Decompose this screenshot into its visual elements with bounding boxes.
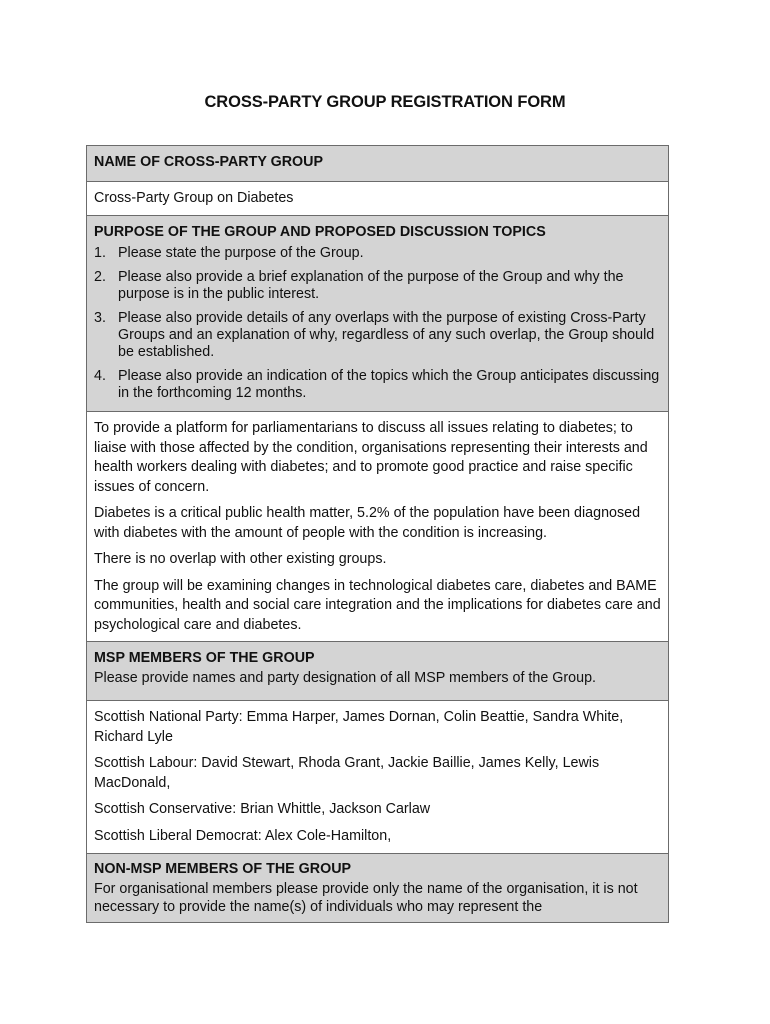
name-section-header (87, 146, 668, 181)
non-msp-instruction: For organisational members please provide only the name of the organisation, it is not necessary to provide the name(s) of individuals who may represent the (94, 880, 638, 915)
msp-party-members: Scottish Conservative: Brian Whittle, Jackson Carlaw (94, 801, 431, 817)
list-item-text: Please also provide details of any overlaps with the purpose of existing Cross-Party Groups and an explanation of why, regardless of any such overlap, the Group should be established. (118, 309, 655, 360)
response-paragraph: There is no overlap with other existing groups. (94, 551, 387, 567)
response-paragraph: The group will be examining changes in technological diabetes care, diabetes and BAME communities, health and social care integration and the implications for diabetes care and psychological care and diabetes. (94, 577, 661, 633)
list-item-text: Please state the purpose of the Group. (118, 244, 364, 261)
list-item-number: 2. (94, 268, 106, 285)
name-heading: NAME OF CROSS-PARTY GROUP (94, 154, 324, 170)
name-section-value (87, 181, 668, 215)
non-msp-section-header (87, 853, 668, 922)
msp-party-members: Scottish Labour: David Stewart, Rhoda Grant, Jackie Baillie, James Kelly, Lewis MacDonald, (94, 755, 600, 791)
purpose-section-response (87, 411, 668, 641)
msp-party-members: Scottish Liberal Democrat: Alex Cole-Hamilton, (94, 827, 392, 844)
list-item-number: 3. (94, 309, 106, 326)
purpose-section-header (87, 215, 668, 411)
list-item-text: Please also provide a brief explanation of the purpose of the Group and why the purpose is in the public interest. (118, 268, 624, 302)
purpose-heading: PURPOSE OF THE GROUP AND PROPOSED DISCUSSION TOPICS (94, 224, 546, 240)
list-item (94, 245, 661, 262)
msp-section-header (87, 641, 668, 700)
registration-form-table (86, 145, 669, 923)
list-item (94, 310, 661, 361)
response-paragraph: To provide a platform for parliamentarians to discuss all issues relating to diabetes; to liaise with those affected by the condition, organisations representing their interests and health workers dealing with diabetes; and to promote good practice and raise specific issues of concern. (94, 420, 648, 495)
list-item-number: 4. (94, 367, 106, 384)
msp-heading: MSP MEMBERS OF THE GROUP (94, 650, 315, 666)
list-item-number: 1. (94, 244, 106, 261)
purpose-instructions-list (94, 245, 661, 402)
non-msp-heading: NON-MSP MEMBERS OF THE GROUP (94, 861, 352, 877)
msp-instruction: Please provide names and party designation of all MSP members of the Group. (94, 669, 596, 686)
response-paragraph: Diabetes is a critical public health matter, 5.2% of the population have been diagnosed with diabetes with the amount of people with the condition is increasing. (94, 505, 641, 541)
msp-members-list (87, 700, 668, 853)
group-name: Cross-Party Group on Diabetes (94, 190, 294, 206)
list-item (94, 368, 661, 402)
page-title: CROSS-PARTY GROUP REGISTRATION FORM (204, 93, 566, 111)
msp-party-members: Scottish National Party: Emma Harper, James Dornan, Colin Beattie, Sandra White, Richard Lyle (94, 709, 624, 745)
list-item (94, 269, 661, 303)
list-item-text: Please also provide an indication of the topics which the Group anticipates discussing in the forthcoming 12 months. (118, 367, 660, 401)
